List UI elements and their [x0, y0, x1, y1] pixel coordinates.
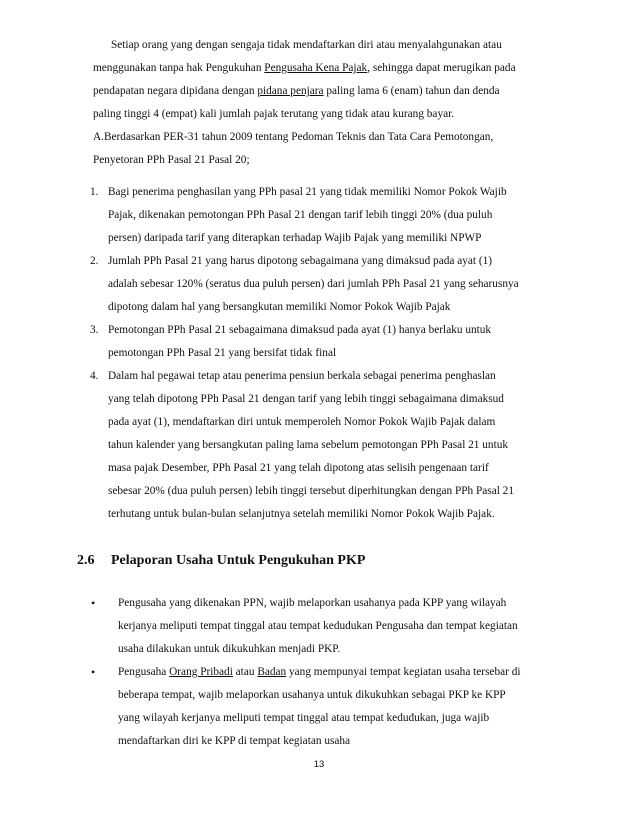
underlined-term: Orang Pribadi	[169, 666, 233, 678]
list-item-line: persen) daripada tarif yang diterapkan terhadap Wajib Pajak yang memiliki NPWP	[108, 232, 482, 244]
bullet-line: Pengusaha yang dikenakan PPN, wajib melaporkan usahanya pada KPP yang wilayah	[118, 597, 507, 609]
list-number: 2.	[90, 255, 99, 267]
list-item-line: tahun kalender yang bersangkutan paling lama sebelum pemotongan PPh Pasal 21 untuk	[108, 439, 509, 451]
list-item-line: yang telah dipotong PPh Pasal 21 dengan tarif yang lebih tinggi sebagaimana dimaksud	[108, 393, 504, 405]
section-number: 2.6	[77, 553, 95, 568]
list-item-line: Jumlah PPh Pasal 21 yang harus dipotong sebagaimana yang dimaksud pada ayat (1)	[108, 255, 493, 267]
page-number: 13	[313, 759, 325, 770]
intro-line-3: pendapatan negara dipidana dengan pidana penjara paling lama 6 (enam) tahun dan denda	[93, 85, 500, 97]
bullet-line: mendaftarkan diri ke KPP di tempat kegiatan usaha	[118, 735, 351, 747]
list-item-line: Pajak, dikenakan pemotongan PPh Pasal 21 dengan tarif lebih tinggi 20% (dua puluh	[108, 209, 493, 221]
underlined-term: pidana penjara	[257, 85, 324, 97]
list-item-line: dipotong dalam hal yang bersangkutan memiliki Nomor Pokok Wajib Pajak	[108, 301, 451, 313]
list-item-line: pemotongan PPh Pasal 21 yang bersifat tidak final	[108, 347, 337, 359]
underlined-term: Pengusaha Kena Pajak	[264, 62, 368, 74]
list-item-line: adalah sebesar 120% (seratus dua puluh persen) dari jumlah PPh Pasal 21 yang seharusnya	[108, 278, 519, 290]
list-item-line: Dalam hal pegawai tetap atau penerima pensiun berkala sebagai penerima penghaslan	[108, 370, 496, 382]
underlined-term: Badan	[257, 666, 287, 678]
bullet-line: yang wilayah kerjanya meliputi tempat tinggal atau tempat kedudukan, juga wajib	[118, 712, 490, 724]
intro-line-2: menggunakan tanpa hak Pengukuhan Pengusaha Kena Pajak, sehingga dapat merugikan pada	[93, 62, 516, 74]
intro-line-4: paling tinggi 4 (empat) kali jumlah pajak terutang yang tidak atau kurang bayar.	[93, 108, 455, 120]
list-item-line: pada ayat (1), mendaftarkan diri untuk memperoleh Nomor Pokok Wajib Pajak dalam	[108, 416, 496, 428]
bullet-line: beberapa tempat, wajib melaporkan usahanya untuk dikukuhkan sebagai PKP ke KPP	[118, 689, 506, 701]
bullet-icon: •	[91, 596, 96, 610]
bullet-line: kerjanya meliputi tempat tinggal atau tempat kedudukan Pengusaha dan tempat kegiatan	[118, 620, 518, 632]
section-heading	[77, 553, 365, 569]
intro-line-6: Penyetoran PPh Pasal 21 Pasal 20;	[93, 154, 250, 166]
intro-line-5: A.Berdasarkan PER-31 tahun 2009 tentang Pedoman Teknis dan Tata Cara Pemotongan,	[93, 131, 494, 143]
bullet-line: usaha dilakukan untuk dikukuhkan menjadi PKP.	[118, 643, 341, 655]
list-item-line: terhutang untuk bulan-bulan selanjutnya setelah memiliki Nomor Pokok Wajib Pajak.	[108, 508, 495, 520]
bullet-line: Pengusaha Orang Pribadi atau Badan yang mempunyai tempat kegiatan usaha tersebar di	[118, 666, 521, 678]
bullet-icon: •	[91, 665, 96, 679]
list-number: 4.	[90, 370, 99, 382]
list-item-line: masa pajak Desember, PPh Pasal 21 yang telah dipotong atas selisih pengenaan tarif	[108, 462, 489, 474]
list-item-line: Pemotongan PPh Pasal 21 sebagaimana dimaksud pada ayat (1) hanya berlaku untuk	[108, 324, 492, 336]
list-item-line: sebesar 20% (dua puluh persen) lebih tinggi tersebut diperhitungkan dengan PPh Pasal 21	[108, 485, 514, 497]
intro-line-1: Setiap orang yang dengan sengaja tidak mendaftarkan diri atau menyalahgunakan atau	[111, 39, 502, 51]
list-item-line: Bagi penerima penghasilan yang PPh pasal 21 yang tidak memiliki Nomor Pokok Wajib	[108, 186, 507, 198]
list-number: 1.	[90, 186, 99, 198]
list-number: 3.	[90, 324, 99, 336]
section-title: Pelaporan Usaha Untuk Pengukuhan PKP	[111, 553, 366, 568]
